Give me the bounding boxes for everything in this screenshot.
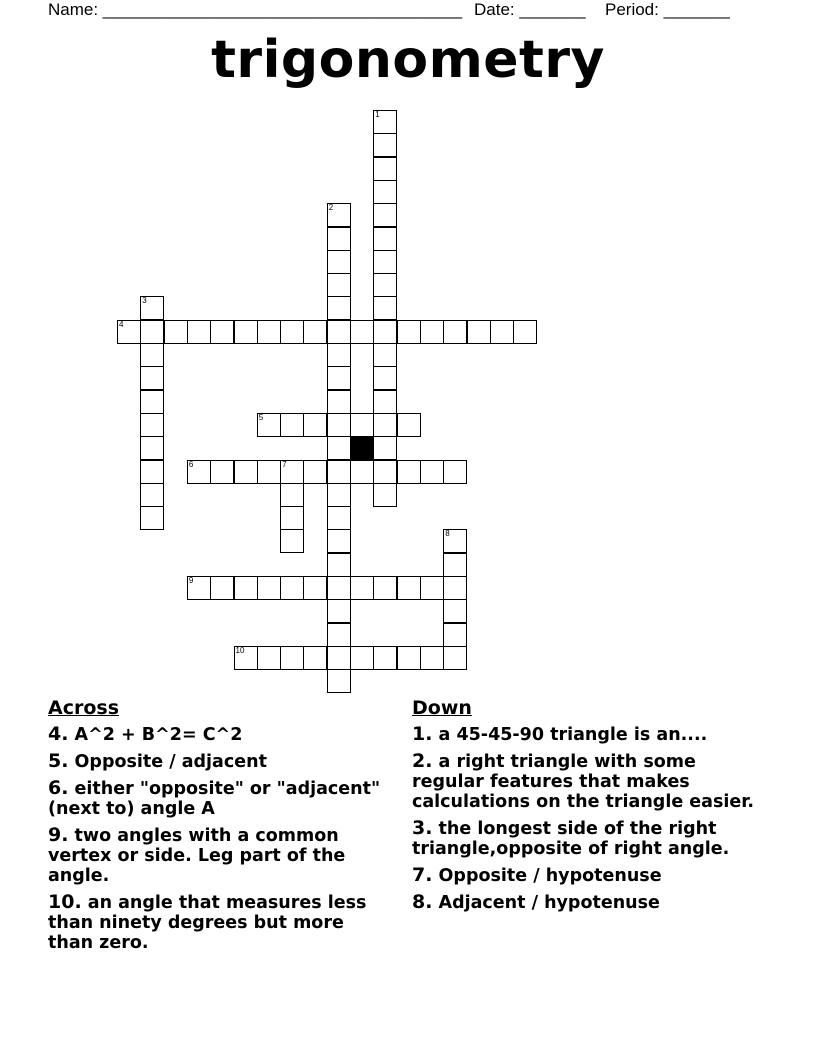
grid-cell[interactable] bbox=[280, 460, 304, 484]
grid-cell[interactable] bbox=[303, 460, 327, 484]
grid-cell[interactable] bbox=[140, 320, 164, 344]
grid-cell[interactable] bbox=[257, 576, 281, 600]
grid-cell[interactable] bbox=[140, 413, 164, 437]
grid-cell[interactable] bbox=[443, 320, 467, 344]
grid-cell[interactable] bbox=[373, 273, 397, 297]
cell-number: 5 bbox=[258, 412, 264, 422]
grid-cell[interactable] bbox=[420, 320, 444, 344]
grid-cell[interactable] bbox=[373, 576, 397, 600]
grid-cell[interactable] bbox=[327, 413, 351, 437]
cell-number: 3 bbox=[142, 296, 147, 306]
grid-cell[interactable] bbox=[303, 576, 327, 600]
grid-cell[interactable] bbox=[490, 320, 514, 344]
grid-cell[interactable] bbox=[164, 320, 188, 344]
clue-down-7: 7. Opposite / hypotenuse bbox=[412, 864, 662, 886]
grid-cell[interactable] bbox=[280, 529, 304, 553]
grid-cell[interactable] bbox=[443, 529, 467, 553]
cell-number: 10 bbox=[235, 645, 245, 655]
clue-down-2: 2. a right triangle with some regular features that makes calculations on the triangle easier. bbox=[412, 750, 755, 812]
grid-cell[interactable] bbox=[467, 320, 491, 344]
clue-down-1: 1. a 45-45-90 triangle is an.... bbox=[412, 723, 708, 745]
clue-across-9: 9. two angles with a common vertex or side. Leg part of the angle. bbox=[48, 824, 346, 886]
grid-cell[interactable] bbox=[373, 436, 397, 460]
grid-cell[interactable] bbox=[373, 343, 397, 367]
down-clues bbox=[412, 698, 762, 919]
grid-cell[interactable] bbox=[234, 576, 258, 600]
grid-cell[interactable] bbox=[234, 646, 258, 670]
grid-cell[interactable] bbox=[187, 576, 211, 600]
grid-cell[interactable] bbox=[327, 366, 351, 390]
grid-cell[interactable] bbox=[397, 320, 421, 344]
grid-cell[interactable] bbox=[327, 646, 351, 670]
grid-cell[interactable] bbox=[373, 203, 397, 227]
grid-cell[interactable] bbox=[210, 576, 234, 600]
grid-cell[interactable] bbox=[280, 506, 304, 530]
grid-cell[interactable] bbox=[327, 669, 351, 693]
clue-down-8: 8. Adjacent / hypotenuse bbox=[412, 891, 660, 913]
grid-cell[interactable] bbox=[140, 296, 164, 320]
grid-cell[interactable] bbox=[210, 320, 234, 344]
grid-cell[interactable] bbox=[327, 460, 351, 484]
grid-cell[interactable] bbox=[373, 180, 397, 204]
grid-cell[interactable] bbox=[443, 646, 467, 670]
grid-cell[interactable] bbox=[350, 460, 374, 484]
grid-cell[interactable] bbox=[234, 320, 258, 344]
grid-cell[interactable] bbox=[373, 133, 397, 157]
grid-cell[interactable] bbox=[350, 576, 374, 600]
grid-cell[interactable] bbox=[373, 110, 397, 134]
grid-cell[interactable] bbox=[373, 157, 397, 181]
grid-cell[interactable] bbox=[350, 413, 374, 437]
name-field: Name: ______________________________________ bbox=[48, 0, 463, 19]
grid-cell[interactable] bbox=[257, 460, 281, 484]
period-field: Period: _______ bbox=[605, 0, 730, 19]
cell-number: 2 bbox=[328, 203, 334, 213]
grid-cell[interactable] bbox=[327, 529, 351, 553]
grid-cell[interactable] bbox=[373, 320, 397, 344]
grid-cell[interactable] bbox=[303, 646, 327, 670]
grid-cell[interactable] bbox=[140, 436, 164, 460]
grid-cell[interactable] bbox=[373, 250, 397, 274]
grid-cell[interactable] bbox=[443, 553, 467, 577]
grid-cell[interactable] bbox=[373, 296, 397, 320]
grid-cell[interactable] bbox=[280, 576, 304, 600]
clue-across-5: 5. Opposite / adjacent bbox=[48, 750, 267, 772]
grid-cell[interactable] bbox=[140, 483, 164, 507]
grid-cell[interactable] bbox=[140, 460, 164, 484]
grid-cell[interactable] bbox=[373, 413, 397, 437]
date-field: Date: _______ bbox=[474, 0, 586, 19]
cell-number: 9 bbox=[188, 576, 194, 585]
cell-number: 8 bbox=[445, 529, 450, 539]
grid-cell[interactable] bbox=[303, 413, 327, 437]
clue-down-3: 3. the longest side of the right triangle,opposite of right angle. bbox=[412, 817, 730, 859]
grid-cell[interactable] bbox=[443, 576, 467, 600]
grid-cell[interactable] bbox=[140, 390, 164, 414]
grid-cell[interactable] bbox=[327, 553, 351, 577]
grid-cell[interactable] bbox=[327, 599, 351, 623]
grid-cell[interactable] bbox=[443, 623, 467, 647]
grid-cell[interactable] bbox=[280, 413, 304, 437]
grid-cell[interactable] bbox=[117, 320, 141, 344]
grid-cell[interactable] bbox=[280, 646, 304, 670]
grid-cell[interactable] bbox=[327, 273, 351, 297]
grid-cell[interactable] bbox=[420, 646, 444, 670]
grid-cell[interactable] bbox=[327, 250, 351, 274]
grid-cell[interactable] bbox=[257, 413, 281, 437]
page-title: trigonometry bbox=[211, 30, 605, 90]
grid-cell[interactable] bbox=[140, 366, 164, 390]
across-heading: Across bbox=[48, 697, 120, 719]
cell-number: 6 bbox=[188, 459, 194, 469]
grid-cell[interactable] bbox=[373, 460, 397, 484]
grid-cell[interactable] bbox=[257, 320, 281, 344]
grid-cell[interactable] bbox=[327, 390, 351, 414]
grid-cell[interactable] bbox=[234, 460, 258, 484]
grid-cell[interactable] bbox=[140, 506, 164, 530]
grid-cell[interactable] bbox=[257, 646, 281, 670]
grid-cell[interactable] bbox=[443, 460, 467, 484]
grid-cell[interactable] bbox=[373, 366, 397, 390]
grid-cell[interactable] bbox=[397, 460, 421, 484]
grid-cell[interactable] bbox=[327, 343, 351, 367]
grid-cell[interactable] bbox=[420, 460, 444, 484]
grid-cell[interactable] bbox=[373, 227, 397, 251]
grid-cell[interactable] bbox=[373, 483, 397, 507]
grid-cell[interactable] bbox=[187, 320, 211, 344]
clue-across-4: 4. A^2 + B^2= C^2 bbox=[48, 723, 243, 745]
grid-cell[interactable] bbox=[397, 576, 421, 600]
grid-cell[interactable] bbox=[327, 483, 351, 507]
black-square bbox=[350, 436, 374, 460]
clue-across-10: 10. an angle that measures less than ninety degrees but more than zero. bbox=[48, 891, 367, 953]
grid-cell[interactable] bbox=[397, 413, 421, 437]
grid-cell[interactable] bbox=[397, 646, 421, 670]
cell-number: 7 bbox=[282, 459, 287, 469]
grid-cell[interactable] bbox=[513, 320, 537, 344]
grid-cell[interactable] bbox=[327, 506, 351, 530]
grid-cell[interactable] bbox=[327, 576, 351, 600]
grid-cell[interactable] bbox=[280, 320, 304, 344]
grid-cell[interactable] bbox=[327, 623, 351, 647]
grid-cell[interactable] bbox=[420, 576, 444, 600]
cell-number: 4 bbox=[119, 319, 124, 329]
grid-cell[interactable] bbox=[373, 646, 397, 670]
grid-cell[interactable] bbox=[327, 227, 351, 251]
cell-number: 1 bbox=[375, 110, 380, 119]
across-clues bbox=[48, 698, 393, 959]
grid-cell[interactable] bbox=[350, 646, 374, 670]
grid-cell[interactable] bbox=[443, 599, 467, 623]
down-heading: Down bbox=[412, 697, 472, 719]
grid-cell[interactable] bbox=[140, 343, 164, 367]
grid-cell[interactable] bbox=[210, 460, 234, 484]
grid-cell[interactable] bbox=[327, 320, 351, 344]
clue-across-6: 6. either "opposite" or "adjacent" (next to) angle A bbox=[48, 777, 381, 819]
grid-cell[interactable] bbox=[327, 296, 351, 320]
grid-cell[interactable] bbox=[303, 320, 327, 344]
grid-cell[interactable] bbox=[373, 390, 397, 414]
grid-cell[interactable] bbox=[280, 483, 304, 507]
grid-cell[interactable] bbox=[350, 320, 374, 344]
grid-cell[interactable] bbox=[187, 460, 211, 484]
grid-cell[interactable] bbox=[327, 436, 351, 460]
grid-cell[interactable] bbox=[327, 203, 351, 227]
